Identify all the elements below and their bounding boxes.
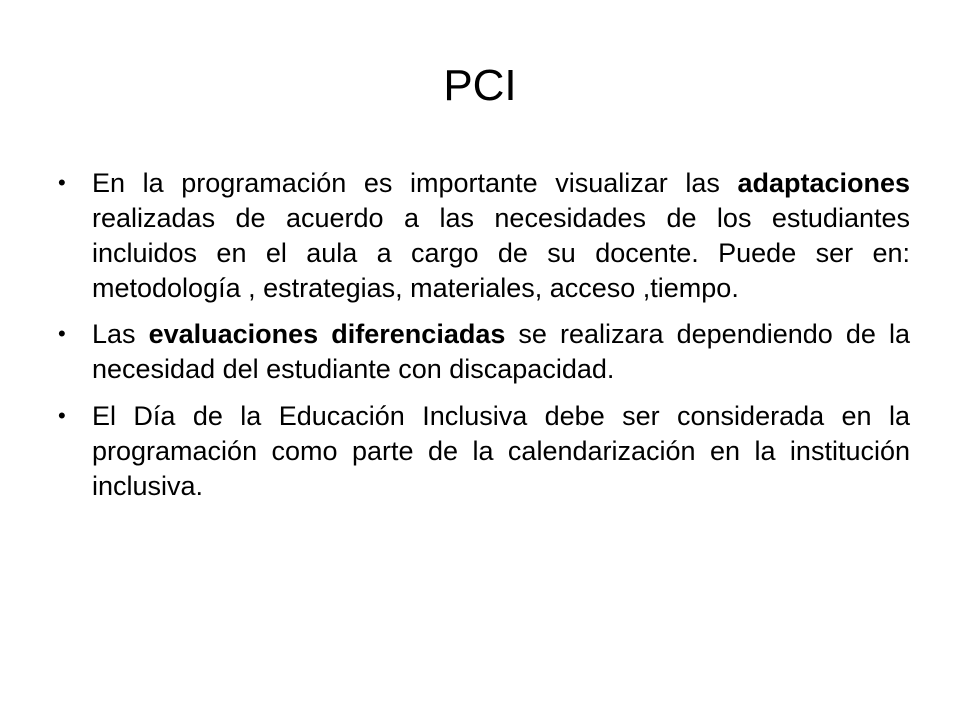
bullet-text: se realizara dependiendo de la necesidad del estudiante con discapacidad. [92,319,910,385]
bullet-item-evaluaciones [56,317,910,387]
bullet-bold-text: evaluaciones [148,319,319,350]
bullet-list [56,166,910,515]
slide-title: PCI [443,61,517,110]
bullet-text: En la programación es importante visualizar las [92,168,738,198]
bullet-text: Las [92,319,149,350]
bullet-dot-icon: • [58,402,66,428]
bullet-dot-icon: • [58,170,66,195]
bullet-text: El Día de la Educación Inclusiva debe ser considerada en la programación como parte de la calendarización en la institución inclusiva. [92,400,910,501]
bullet-item-adaptaciones [56,166,910,306]
bullet-bold-text: diferenciadas [331,319,506,350]
bullet-text: realizadas de acuerdo a las necesidades de los estudiantes incluidos en el aula a cargo de su docente. Puede ser en: metodología , estrategias, materiales, acceso ,tiempo. [92,203,910,304]
bullet-text [318,319,331,349]
bullet-bold-text: adaptaciones [737,168,910,198]
bullet-dot-icon: • [58,321,66,347]
bullet-item-dia-educacion-inclusiva [56,399,910,504]
